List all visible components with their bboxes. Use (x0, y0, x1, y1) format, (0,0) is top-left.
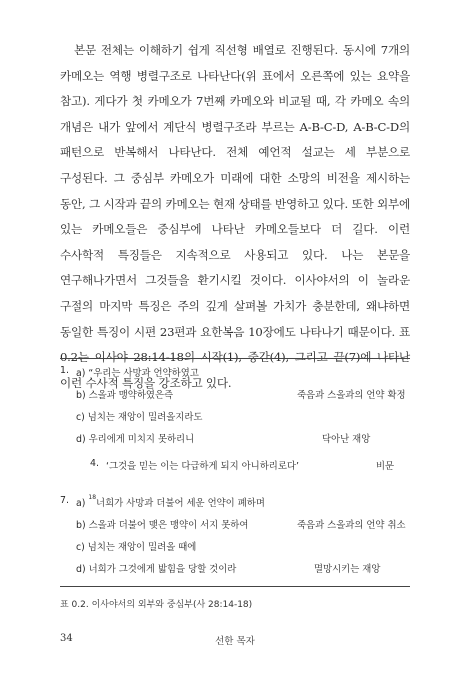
outline-item7-a-prefix: a) (76, 498, 86, 509)
outline-item1-d-note: 닥아난 재앙 (322, 434, 371, 445)
outline-item7-line-a (60, 495, 410, 511)
outline-item4-note: 비문 (376, 461, 395, 472)
outline-item1-b: b) 스올과 맹약하였은즉 (76, 390, 174, 401)
outline-item4-number: 4. (90, 458, 99, 469)
outline-item1-b-note: 죽음과 스올과의 언약 확정 (297, 390, 406, 401)
outline-item7-d: d) 너희가 그것에게 밟힘을 당할 것이라 (76, 564, 237, 575)
outline-item1-line-b (60, 387, 410, 403)
outline-item7-d-note: 멸망시키는 재앙 (314, 564, 381, 575)
outline-item1-line-c (60, 409, 410, 425)
outline-item4-line (60, 458, 410, 474)
outline-item1-a: a) “우리는 사망과 언약하였고 (76, 368, 199, 379)
page-number: 34 (60, 633, 73, 644)
table-caption: 표 0.2. 이사야서의 외부와 중심부(사 28:14-18) (60, 600, 253, 610)
outline-item1-line-a (60, 365, 410, 381)
outline-item7-b: b) 스올과 더불어 맺은 맹약이 서지 못하여 (76, 520, 249, 531)
outline-item7-line-c (60, 539, 410, 555)
outline-item7-a-text: 너희가 사망과 더불어 세운 언약이 폐하며 (96, 498, 265, 509)
outline-item1-line-d (60, 431, 410, 447)
running-title: 선한 목자 (215, 636, 255, 647)
outline-item7-line-d (60, 561, 410, 577)
outline-item1-c: c) 넘치는 재앙이 밀려올지라도 (76, 412, 203, 423)
body-paragraph: 본문 전체는 이해하기 쉽게 직선형 배열로 진행된다. 동시에 7개의 카메오는 역행 병렬구조로 나타난다(위 표에서 오른쪽에 있는 요약을 참고). 게다가 첫 카메오가 7번째 카메오와 비교될 때, 각 카메오 속의 개념은 내가 앞에서 계단식 병렬구조라 부르는 A-B-C-D, A-B-C-D의 패턴으로 반복해서 나타난다. 전체 예언적 설교는 세 부분으로 구성된다. 그 중심부 카메오가 미래에 대한 소망의 비전을 제시하는 동안, 그 시작과 끝의 카메오는 현재 상태를 반영하고 있다. 또한 외부에 있는 카메오들은 중심부에 나타난 카메오들보다 더 길다. 이런 수사학적 특징들은 지속적으로 사용되고 있다. 나는 본문을 연구해나가면서 그것들을 환기시킬 것이다. 이사야서의 이 놀라운 구절의 마지막 특징은 주의 깊게 살펴볼 가치가 충분한데, 왜냐하면 동일한 특징이 시편 23편과 요한복음 10장에도 나타나기 때문이다. 표 0.2는 이사야 28:14-18의 시작(1), 중간(4), 그리고 끝(7)에 나타난 이런 수사적 특징을 강조하고 있다. (60, 43, 410, 390)
table-bottom-rule (60, 586, 410, 587)
outline-item7-c: c) 넘치는 재앙이 밀려올 때에 (76, 542, 197, 553)
outline-item7-b-note: 죽음과 스올과의 언약 취소 (297, 520, 406, 531)
outline-item7-number: 7. (60, 495, 69, 506)
table-top-rule (60, 358, 410, 359)
outline-item1-number: 1. (60, 365, 69, 376)
outline-item1-d: d) 우리에게 미치지 못하리니 (76, 434, 195, 445)
outline-item4-text: ‘그것을 믿는 이는 다급하게 되지 아니하리로다’ (106, 461, 299, 472)
verse-number: 18 (88, 494, 97, 501)
body-text (60, 38, 410, 396)
outline-item7-a (76, 495, 265, 509)
outline-item7-line-b (60, 517, 410, 533)
